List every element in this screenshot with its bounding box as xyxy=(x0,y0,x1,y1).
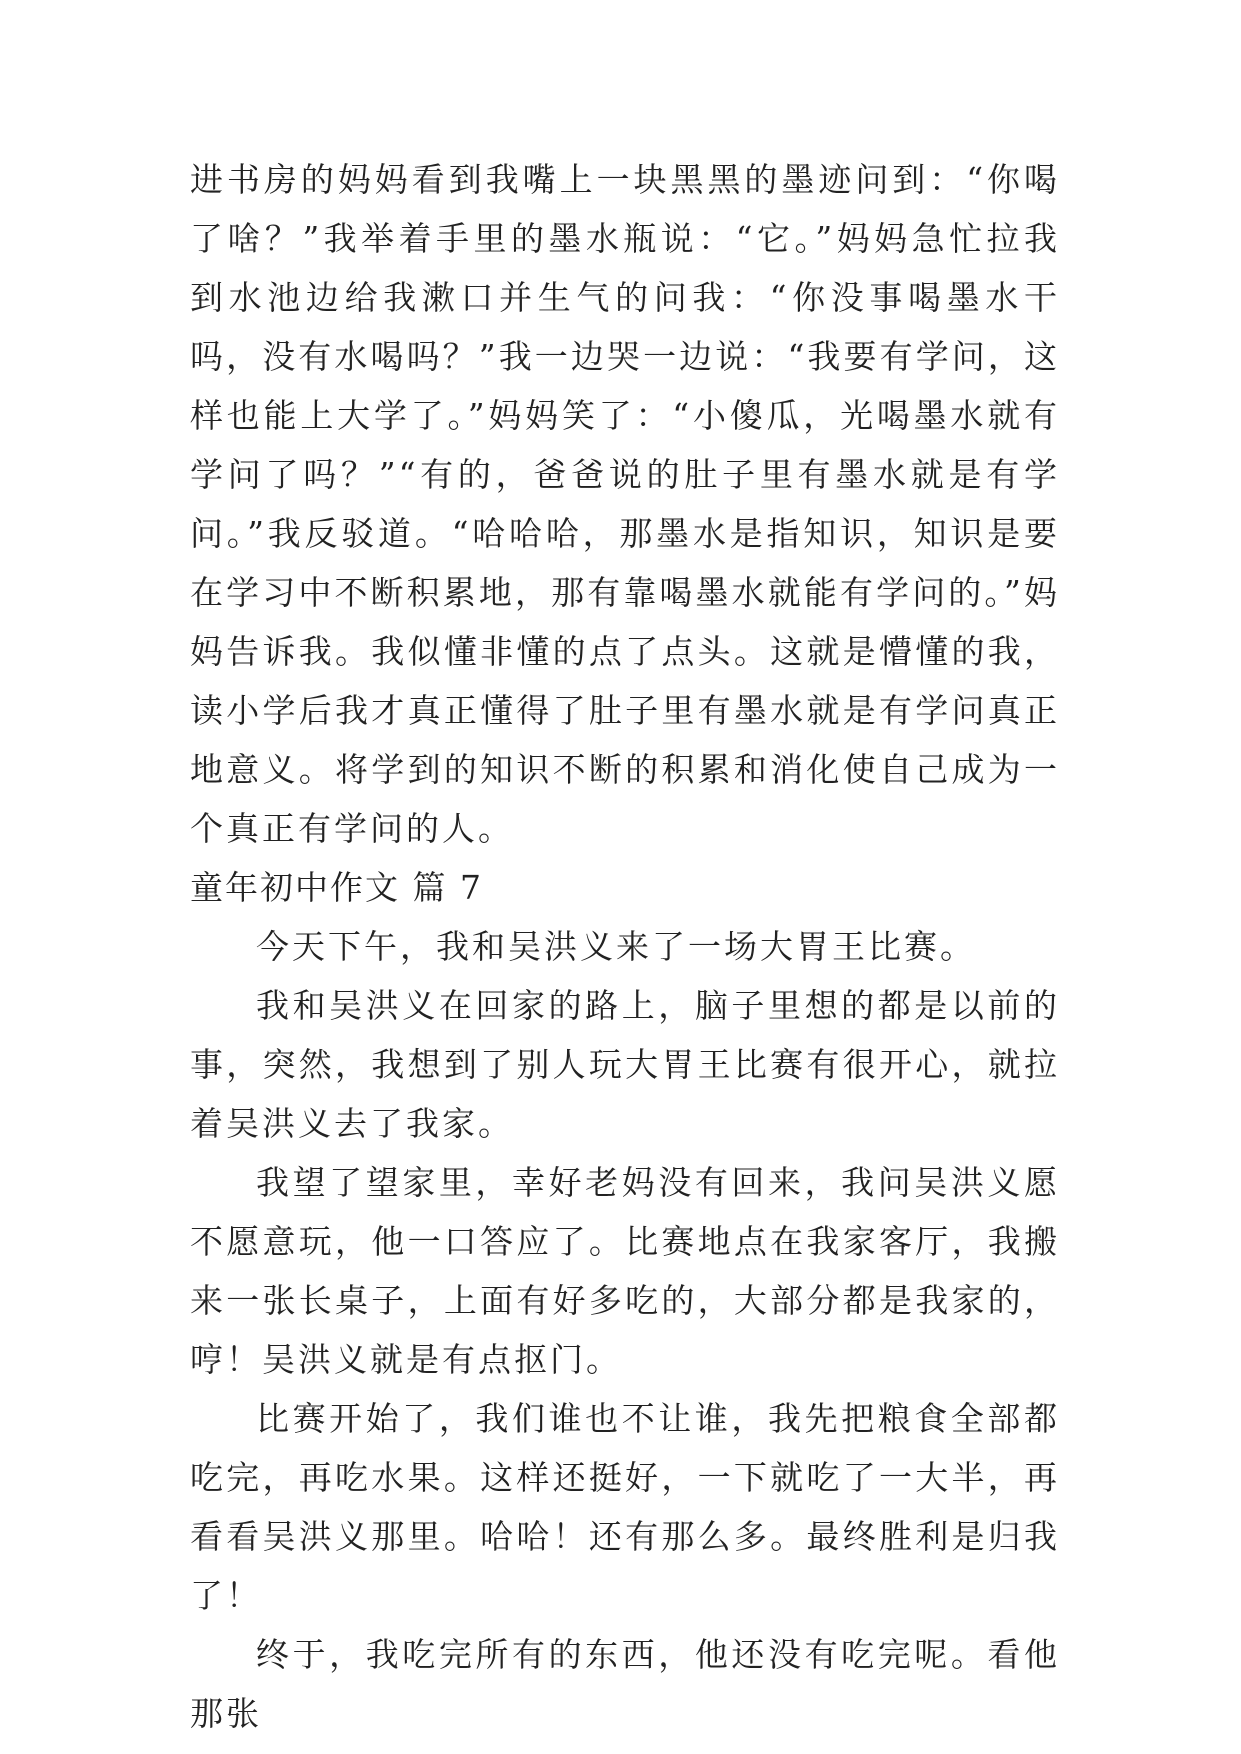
essay-paragraph: 终于，我吃完所有的东西，他还没有吃完呢。看他那张 xyxy=(190,1635,1060,1733)
essay-paragraph: 我和吴洪义在回家的路上，脑子里想的都是以前的事，突然，我想到了别人玩大胃王比赛有很开心，就拉着吴洪义去了我家。 xyxy=(190,986,1060,1143)
essay-paragraph: 今天下午，我和吴洪义来了一场大胃王比赛。 xyxy=(256,927,976,966)
essay-paragraph: 我望了望家里，幸好老妈没有回来，我问吴洪义愿不愿意玩，他一口答应了。比赛地点在我家客厅，我搬来一张长桌子，上面有好多吃的，大部分都是我家的，哼！吴洪义就是有点抠门。 xyxy=(190,1163,1060,1379)
essay-paragraph: 进书房的妈妈看到我嘴上一块黑黑的墨迹问到：“你喝了啥？”我举着手里的墨水瓶说：“它。”妈妈急忙拉我到水池边给我漱口并生气的问我：“你没事喝墨水干吗，没有水喝吗？”我一边哭一边说：“我要有学问，这样也能上大学了。”妈妈笑了：“小傻瓜，光喝墨水就有学问了吗？”“有的，爸爸说的肚子里有墨水就是有学问。”我反驳道。“哈哈哈，那墨水是指知识，知识是要在学习中不断积累地，那有靠喝墨水就能有学问的。”妈妈告诉我。我似懂非懂的点了点头。这就是懵懂的我，读小学后我才真正懂得了肚子里有墨水就是有学问真正地意义。将学到的知识不断的积累和消化使自己成为一个真正有学问的人。 xyxy=(190,160,1060,848)
document-body xyxy=(190,150,1060,1743)
essay-paragraph: 比赛开始了，我们谁也不让谁，我先把粮食全部都吃完，再吃水果。这样还挺好，一下就吃了一大半，再看看吴洪义那里。哈哈！还有那么多。最终胜利是归我了！ xyxy=(190,1399,1060,1615)
section-heading: 童年初中作文 篇 7 xyxy=(190,868,483,907)
